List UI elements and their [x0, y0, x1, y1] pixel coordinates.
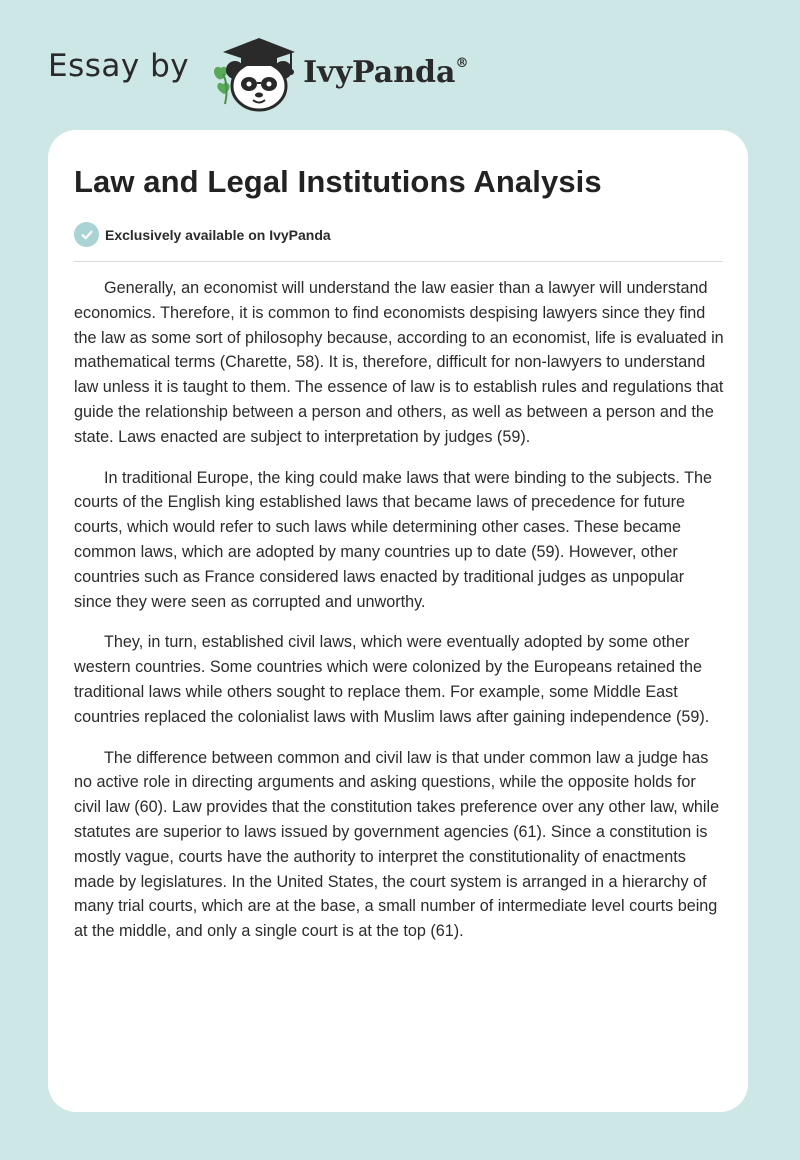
paragraph: The difference between common and civil law is that under common law a judge has no active role in directing arguments and asking questions, while the opposite holds for civil law (60). Law provides that the constitution takes preference over any other law, while statutes are superior to laws issued by government agencies (61). Since a constitution is mostly vague, courts have the authority to interpret the constitutionality of enactments made by legislatures. In the United States, the court system is arranged in a hierarchy of many trial courts, which are at the base, a small number of intermediate level courts being at the middle, and only a single court is at the top (61). [74, 748, 720, 941]
essay-card [48, 130, 748, 1112]
check-icon [74, 222, 99, 247]
essay-by-label: Essay by [48, 48, 190, 84]
brand-name[interactable] [303, 55, 468, 90]
badge-text: Exclusively available on IvyPanda [105, 226, 331, 243]
registered-mark: ® [455, 55, 469, 71]
brand-text: IvyPanda [303, 54, 456, 90]
title-divider [74, 261, 723, 262]
paragraph: In traditional Europe, the king could make laws that were binding to the subjects. The courts of the English king established laws that became laws of precedence for future courts, which would refer to such laws while determining other cases. These became common laws, which are adopted by many countries up to date (59). However, other countries such as France considered laws enacted by traditional judges as unpopular since they were seen as corrupted and unworthy. [74, 468, 712, 611]
paragraph: They, in turn, established civil laws, which were eventually adopted by some other western countries. Some countries which were colonized by the Europeans retained the traditional laws while others sought to replace them. For example, some Middle East countries replaced the colonialist laws with Muslim laws after gaining independence (59). [74, 633, 710, 726]
page-title: Law and Legal Institutions Analysis [74, 164, 602, 199]
paragraph: Generally, an economist will understand the law easier than a lawyer will understand economics. Therefore, it is common to find economists despising lawyers since they find the law as some sort of philosophy because, according to an economist, life is evaluated in mathematical terms (Charette, 58). It is, therefore, difficult for non-lawyers to understand law unless it is taught to them. The essence of law is to establish rules and regulations that guide the relationship between a person and others, as well as between a person and the state. Laws enacted are subject to interpretation by judges (59). [74, 279, 724, 446]
essay-body [74, 276, 726, 960]
panda-graduate-icon[interactable] [207, 34, 299, 114]
site-header [48, 34, 468, 114]
exclusive-badge [74, 222, 331, 247]
